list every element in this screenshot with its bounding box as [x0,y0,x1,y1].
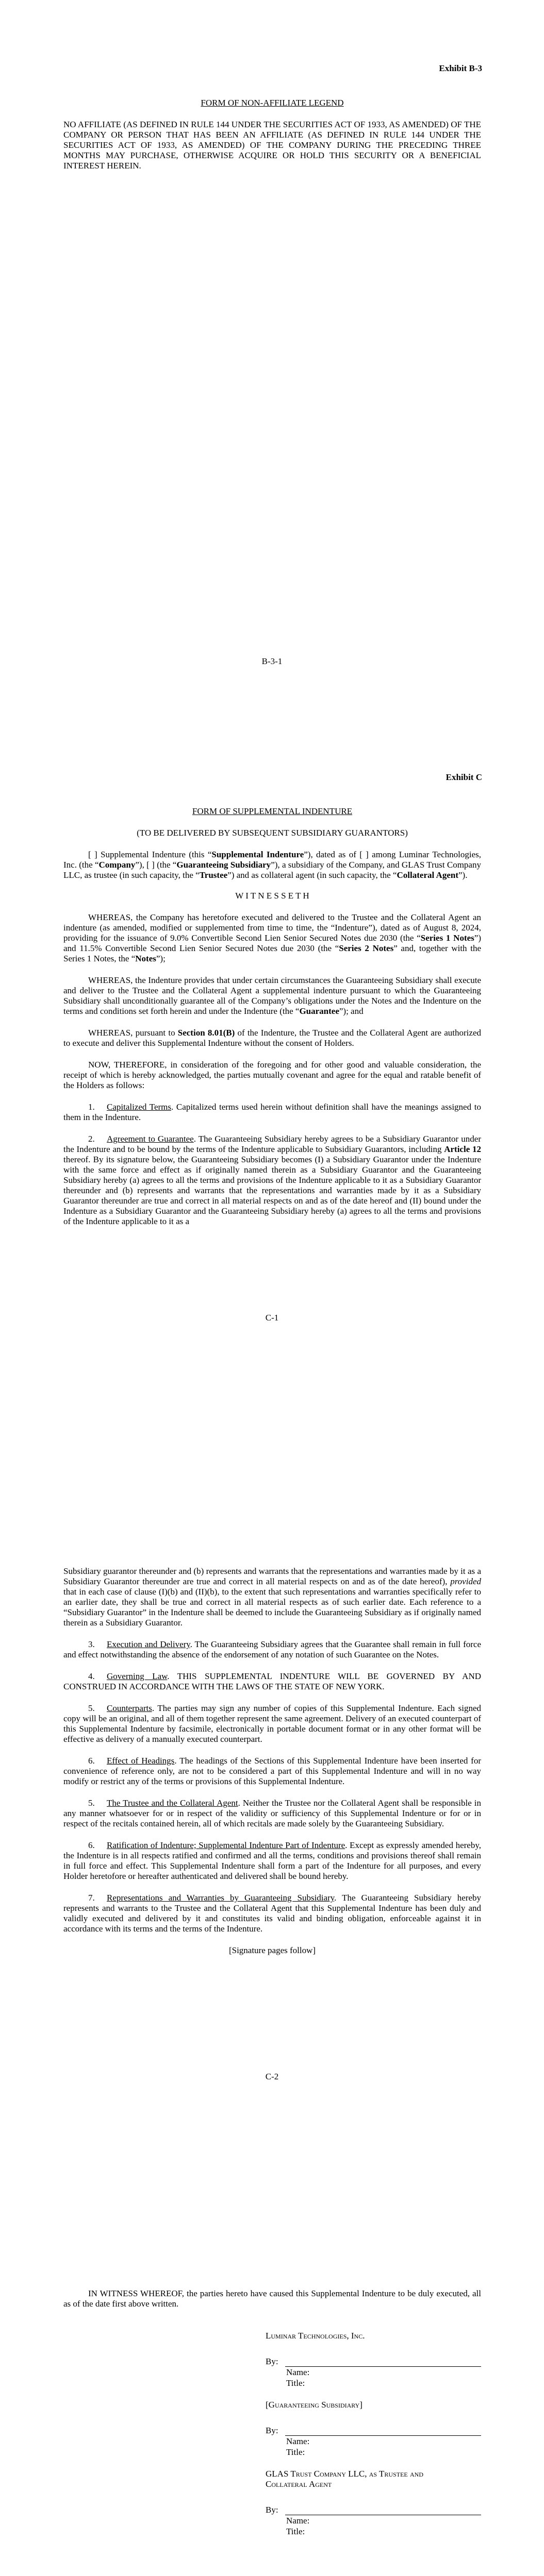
name-label: Name: [286,2367,310,2377]
signatory-guaranteeing-subsidiary: [Guaranteeing Subsidiary] [266,2400,362,2410]
name-label: Name: [286,2436,310,2446]
page-number: C-2 [265,2072,279,2081]
name-label: Name: [286,2516,310,2526]
section-1: 1. Capitalized Terms. Capitalized terms used herein without definition shall have the meanings assigned to them in the Indenture. [63,1102,481,1122]
page-title: FORM OF SUPPLEMENTAL INDENTURE [192,806,353,816]
signature-underline [285,2426,481,2436]
section-3: 3. Execution and Delivery. The Guaranteeing Subsidiary agrees that the Guarantee shall remain in full force and effect notwithstanding the absence of the endorsement of any notation of such Guarantee on the Notes. [63,1639,481,1659]
page-b3-1 [0,0,544,760]
signature-underline [285,2505,481,2515]
section-4: 4. Governing Law. THIS SUPPLEMENTAL INDENTURE WILL BE GOVERNED BY AND CONSTRUED IN ACCORDANCE WITH THE LAWS OF THE STATE OF NEW YORK. [63,1671,481,1691]
section-5: 5. Counterparts. The parties may sign any number of copies of this Supplemental Indenture. Each signed copy will be an original, and all of them together represent the same agreement. Delivery of an executed counterpart of this Supplemental Indenture by facsimile, electronically in portable document format or in any other format will be effective as delivery of a manually executed counterpart. [63,1703,481,1744]
section-ratification: 6. Ratification of Indenture; Supplemental Indenture Part of Indenture. Except as expressly amended hereby, the Indenture is in all respects ratified and confirmed and all the terms, conditions and provisions thereof shall remain in full force and effect. This Supplemental Indenture shall form a part of the Indenture for all purposes, and every Holder heretofore or hereafter authenticated and delivered shall be bound hereby. [63,1840,481,1881]
section-representations: 7. Representations and Warranties by Guaranteeing Subsidiary. The Guaranteeing Subsidiary hereby represents and warrants to the Trustee and the Collateral Agent that this Supplemental Indenture has been duly and validly executed and delivered by it and constitutes its valid and binding obligation, enforceable against it in accordance with its terms and the terms of the Indenture. [63,1893,481,1934]
page-subtitle: (TO BE DELIVERED BY SUBSEQUENT SUBSIDIARY GUARANTORS) [137,828,408,838]
signatory-trustee: GLAS Trust Company LLC, as Trustee and Collateral Agent [266,2469,423,2489]
signature-line-company[interactable] [266,2357,481,2367]
legend-text: NO AFFILIATE (AS DEFINED IN RULE 144 UNDER THE SECURITIES ACT OF 1933, AS AMENDED) OF THE COMPANY OR PERSON THAT HAS BEEN AN AFFILIATE (AS DEFINED IN RULE 144 UNDER THE SECURITIES ACT OF 1933, AS AMENDED) OF THE COMPANY DURING THE PRECEDING THREE MONTHS MAY PURCHASE, OTHERWISE ACQUIRE OR HOLD THIS SECURITY OR A BENEFICIAL INTEREST HEREIN. [63,120,481,171]
page-c-1 [0,760,544,1553]
page-number: B-3-1 [261,656,283,666]
section-2: 2. Agreement to Guarantee. The Guaranteeing Subsidiary hereby agrees to be a Subsidiary Guarantor under the Indenture and to be bound by the terms of the Indenture applicable to Subsidiary Guarantors, including Article 12 thereof. By its signature below, the Guaranteeing Subsidiary becomes (I) a Subsidiary Guarantor under the Indenture with the same force and effect as if originally named therein as a Subsidiary Guarantor and the Guaranteeing Subsidiary hereby (a) agrees to all the terms and provisions of the Indenture applicable to it as a Subsidiary Guarantor thereunder and (b) represents and warrants that the representations and warranties made by it as a Subsidiary Guarantor thereunder are true and correct in all material respects on and as of the date hereof and (II) bound under the Indenture as a Subsidiary Guarantor and the Guaranteeing Subsidiary hereby (a) agrees to all the terms and provisions of the Indenture applicable to it as a [63,1134,481,1226]
section-2-continuation: Subsidiary guarantor thereunder and (b) represents and warrants that the representations and warranties made by it as a Subsidiary Guarantor thereunder are true and correct in all material respects on and as of the date hereof), provided that in each case of clause (I)(b) and (II)(b), to the extent that such representations and warranties specifically refer to an earlier date, they shall be true and correct in all material respects as of such earlier date. Each reference to a “Subsidiary Guarantor” in the Indenture shall be deemed to include the Guaranteeing Subsidiary as if originally named therein as a Subsidiary Guarantor. [63,1566,481,1628]
by-label: By: [266,2505,278,2515]
now-therefore-paragraph: NOW, THEREFORE, in consideration of the foregoing and for other good and valuable consideration, the receipt of which is hereby acknowledged, the parties mutually covenant and agree for the equal and ratable benefit of the Holders as follows: [63,1060,481,1090]
exhibit-label: Exhibit C [446,772,482,782]
title-label: Title: [286,2447,305,2457]
page-number: C-1 [265,1313,279,1323]
page-c-2 [0,1553,544,2264]
whereas-paragraph-1: WHEREAS, the Company has heretofore executed and delivered to the Trustee and the Collateral Agent an indenture (as amended, modified or supplemented from time to time, the “Indenture”), dated as of August 8, 2024, providing for the issuance of 9.0% Convertible Second Lien Senior Secured Notes due 2030 (the “Series 1 Notes”) and 11.5% Convertible Second Lien Senior Secured Notes due 2030 (the “Series 2 Notes” and, together with the Series 1 Notes, the “Notes”); [63,912,482,963]
intro-paragraph: [ ] Supplemental Indenture (this “Supplemental Indenture”), dated as of [ ] among Luminar Technologies, Inc. (the “Company”), [ ] (the “Guaranteeing Subsidiary”), a subsidiary of the Company, and GLAS Trust Company LLC, as trustee (in such capacity, the “Trustee”) and as collateral agent (in such capacity, the “Collateral Agent”). [63,850,481,880]
whereas-paragraph-3: WHEREAS, pursuant to Section 8.01(B) of the Indenture, the Trustee and the Collateral Agent are authorized to execute and deliver this Supplemental Indenture without the consent of Holders. [63,1028,481,1048]
signature-line-trustee[interactable] [266,2505,481,2515]
witness-paragraph: IN WITNESS WHEREOF, the parties hereto have caused this Supplemental Indenture to be duly executed, all as of the date first above written. [63,2289,481,2309]
signature-line-subsidiary[interactable] [266,2426,481,2436]
title-label: Title: [286,2527,305,2536]
by-label: By: [266,2357,278,2366]
section-6: 6. Effect of Headings. The headings of the Sections of this Supplemental Indenture have been inserted for convenience of reference only, are not to be considered a part of this Supplemental Indenture and will in no way modify or restrict any of the terms or provisions of this Supplemental Indenture. [63,1756,481,1786]
exhibit-label: Exhibit B-3 [439,63,482,73]
witnesseth-heading: W I T N E S S E T H [235,891,309,901]
by-label: By: [266,2426,278,2435]
section-trustee: 5. The Trustee and the Collateral Agent. Neither the Trustee nor the Collateral Agent shall be responsible in any manner whatsoever for or in respect of the validity or sufficiency of this Supplemental Indenture or for or in respect of the recitals contained herein, all of which recitals are made solely by the Guaranteeing Subsidiary. [63,1798,481,1828]
signature-underline [285,2357,481,2367]
whereas-paragraph-2: WHEREAS, the Indenture provides that under certain circumstances the Guaranteeing Subsidiary shall execute and deliver to the Trustee and the Collateral Agent a supplemental indenture pursuant to which the Guaranteeing Subsidiary shall unconditionally guarantee all of the Company’s obligations under the Notes and the Indenture on the terms and conditions set forth herein and under the Indenture (the “Guarantee”); and [63,975,481,1016]
title-label: Title: [286,2378,305,2388]
page-c-3 [0,2264,544,2576]
page-title: FORM OF NON-AFFILIATE LEGEND [201,98,344,108]
signatory-company: Luminar Technologies, Inc. [266,2331,365,2341]
signature-follow-note: [Signature pages follow] [228,1945,316,1955]
